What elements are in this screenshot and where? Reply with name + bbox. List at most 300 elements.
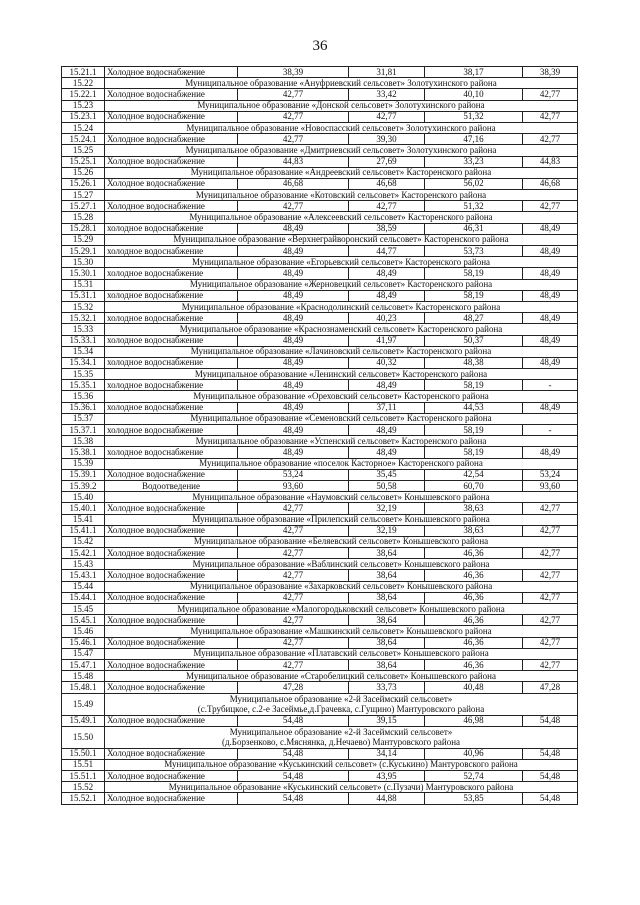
tariff-value: 48,49 bbox=[238, 402, 349, 413]
table-row bbox=[62, 715, 578, 726]
tariff-value: 50,37 bbox=[425, 335, 523, 346]
tariff-value: 54,48 bbox=[238, 771, 349, 782]
tariff-value: 35,45 bbox=[349, 469, 425, 480]
tariff-value: 48,49 bbox=[238, 246, 349, 257]
tariff-value: 54,48 bbox=[238, 715, 349, 726]
row-number: 15.27.1 bbox=[62, 201, 105, 212]
tariff-value: 48,49 bbox=[523, 223, 578, 234]
tariff-value: 46,36 bbox=[425, 659, 523, 670]
tariff-value: 44,53 bbox=[425, 402, 523, 413]
tariff-value: 48,49 bbox=[349, 380, 425, 391]
tariff-table bbox=[61, 66, 578, 805]
tariff-value: 93,60 bbox=[238, 480, 349, 491]
tariff-value: 40,48 bbox=[425, 682, 523, 693]
municipality-heading: Муниципальное образование «Успенский сельсовет» Касторенского района bbox=[105, 436, 578, 447]
service-name: Холодное водоснабжение bbox=[105, 469, 238, 480]
municipality-heading: Муниципальное образование «Ленинский сельсовет» Касторенского района bbox=[105, 369, 578, 380]
municipality-heading: Муниципальное образование «поселок Касторное» Касторенского района bbox=[105, 458, 578, 469]
row-number: 15.45 bbox=[62, 604, 105, 615]
tariff-value: 33,42 bbox=[349, 89, 425, 100]
row-number: 15.36 bbox=[62, 391, 105, 402]
row-number: 15.45.1 bbox=[62, 615, 105, 626]
row-number: 15.23.1 bbox=[62, 111, 105, 122]
tariff-value: 32,19 bbox=[349, 525, 425, 536]
row-number: 15.49 bbox=[62, 693, 105, 715]
section-header-row bbox=[62, 212, 578, 223]
tariff-value: 54,48 bbox=[238, 793, 349, 804]
tariff-value: 44,83 bbox=[523, 156, 578, 167]
tariff-value: 44,77 bbox=[349, 246, 425, 257]
municipality-heading: Муниципальное образование «Наумовский сельсовет» Конышевского района bbox=[105, 492, 578, 503]
section-header-row bbox=[62, 671, 578, 682]
section-header-row bbox=[62, 234, 578, 245]
tariff-value: 54,48 bbox=[523, 793, 578, 804]
tariff-value: 42,54 bbox=[425, 469, 523, 480]
row-number: 15.40.1 bbox=[62, 503, 105, 514]
row-number: 15.25 bbox=[62, 145, 105, 156]
municipality-heading: Муниципальное образование «Донской сельсовет» Золотухинского района bbox=[105, 100, 578, 111]
tariff-value: 42,77 bbox=[523, 134, 578, 145]
service-name: Холодное водоснабжение bbox=[105, 682, 238, 693]
section-header-row bbox=[62, 436, 578, 447]
municipality-heading: Муниципальное образование «Куськинский сельсовет» (с.Пузачи) Мантуровского района bbox=[105, 782, 578, 793]
tariff-value: 42,77 bbox=[523, 525, 578, 536]
municipality-heading: Муниципальное образование «Прилепский сельсовет» Конышевского района bbox=[105, 514, 578, 525]
service-name: Холодное водоснабжение bbox=[105, 615, 238, 626]
service-name: Холодное водоснабжение bbox=[105, 89, 238, 100]
table-row bbox=[62, 402, 578, 413]
municipality-heading-line: Муниципальное образование «2-й Засеймский сельсовет» bbox=[229, 727, 453, 738]
row-number: 15.39.2 bbox=[62, 480, 105, 491]
tariff-value: 42,77 bbox=[238, 570, 349, 581]
tariff-value: 60,70 bbox=[425, 480, 523, 491]
tariff-value: 46,68 bbox=[523, 178, 578, 189]
service-name: Холодное водоснабжение bbox=[105, 111, 238, 122]
tariff-value: 46,31 bbox=[425, 223, 523, 234]
tariff-value: 48,49 bbox=[238, 425, 349, 436]
tariff-value: 31,81 bbox=[349, 67, 425, 78]
tariff-value: 58,19 bbox=[425, 290, 523, 301]
row-number: 15.26 bbox=[62, 167, 105, 178]
municipality-heading: Муниципальное образование «Малогородьковский сельсовет» Конышевского района bbox=[105, 604, 578, 615]
tariff-value: 27,69 bbox=[349, 156, 425, 167]
municipality-heading: Муниципальное образование «Машкинский сельсовет» Конышевского района bbox=[105, 626, 578, 637]
section-header-row bbox=[62, 693, 578, 715]
tariff-value: 47,28 bbox=[523, 682, 578, 693]
tariff-value: 42,77 bbox=[523, 637, 578, 648]
row-number: 15.38 bbox=[62, 436, 105, 447]
tariff-value: 51,32 bbox=[425, 111, 523, 122]
row-number: 15.32 bbox=[62, 301, 105, 312]
municipality-heading: Муниципальное образование «Ануфриевский сельсовет» Золотухинского района bbox=[105, 78, 578, 89]
service-name: холодное водоснабжение bbox=[105, 268, 238, 279]
section-header-row bbox=[62, 122, 578, 133]
municipality-heading: Муниципальное образование «Ваблинский сельсовет» Конышевского района bbox=[105, 559, 578, 570]
municipality-heading: Муниципальное образование «Дмитриевский сельсовет» Золотухинского района bbox=[105, 145, 578, 156]
service-name: холодное водоснабжение bbox=[105, 447, 238, 458]
tariff-value: - bbox=[523, 380, 578, 391]
tariff-value: 48,49 bbox=[523, 313, 578, 324]
tariff-value: 42,77 bbox=[238, 89, 349, 100]
tariff-value: 48,49 bbox=[523, 357, 578, 368]
tariff-value: 54,48 bbox=[523, 715, 578, 726]
row-number: 15.31.1 bbox=[62, 290, 105, 301]
tariff-value: 34,14 bbox=[349, 748, 425, 759]
tariff-value: 32,19 bbox=[349, 503, 425, 514]
tariff-value: 42,77 bbox=[238, 525, 349, 536]
row-number: 15.43 bbox=[62, 559, 105, 570]
service-name: Холодное водоснабжение bbox=[105, 548, 238, 559]
tariff-value: 42,77 bbox=[238, 111, 349, 122]
tariff-value: 51,32 bbox=[425, 201, 523, 212]
row-number: 15.38.1 bbox=[62, 447, 105, 458]
tariff-value: 48,49 bbox=[523, 335, 578, 346]
row-number: 15.41 bbox=[62, 514, 105, 525]
tariff-value: 43,95 bbox=[349, 771, 425, 782]
tariff-value: 38,64 bbox=[349, 548, 425, 559]
table-row bbox=[62, 380, 578, 391]
municipality-heading: Муниципальное образование «Беляевский сельсовет» Конышевского района bbox=[105, 536, 578, 547]
tariff-value: 50,58 bbox=[349, 480, 425, 491]
section-header-row bbox=[62, 604, 578, 615]
section-header-row bbox=[62, 559, 578, 570]
row-number: 15.50 bbox=[62, 726, 105, 748]
tariff-value: 47,28 bbox=[238, 682, 349, 693]
municipality-heading: Муниципальное образование «Андреевский сельсовет» Касторенского района bbox=[105, 167, 578, 178]
tariff-value: 48,49 bbox=[349, 425, 425, 436]
municipality-heading: Муниципальное образование «Куськинский сельсовет» (с.Куськино) Мантуровского района bbox=[105, 759, 578, 770]
row-number: 15.39 bbox=[62, 458, 105, 469]
municipality-heading: Муниципальное образование «Семеновский сельсовет» Касторенского района bbox=[105, 413, 578, 424]
table-row bbox=[62, 793, 578, 804]
service-name: Холодное водоснабжение bbox=[105, 771, 238, 782]
section-header-row bbox=[62, 726, 578, 748]
tariff-value: 52,74 bbox=[425, 771, 523, 782]
tariff-value: 38,64 bbox=[349, 659, 425, 670]
row-number: 15.37 bbox=[62, 413, 105, 424]
row-number: 15.51.1 bbox=[62, 771, 105, 782]
table-row bbox=[62, 682, 578, 693]
row-number: 15.46.1 bbox=[62, 637, 105, 648]
row-number: 15.49.1 bbox=[62, 715, 105, 726]
row-number: 15.25.1 bbox=[62, 156, 105, 167]
table-row bbox=[62, 592, 578, 603]
table-row bbox=[62, 771, 578, 782]
tariff-value: 42,77 bbox=[349, 111, 425, 122]
service-name: Холодное водоснабжение bbox=[105, 134, 238, 145]
municipality-heading: Муниципальное образование «Егорьевский сельсовет» Касторенского района bbox=[105, 257, 578, 268]
tariff-value: 39,15 bbox=[349, 715, 425, 726]
tariff-value: 48,49 bbox=[238, 447, 349, 458]
service-name: Холодное водоснабжение bbox=[105, 793, 238, 804]
table-row bbox=[62, 89, 578, 100]
section-header-row bbox=[62, 301, 578, 312]
row-number: 15.52.1 bbox=[62, 793, 105, 804]
section-header-row bbox=[62, 759, 578, 770]
table-row bbox=[62, 290, 578, 301]
row-number: 15.47.1 bbox=[62, 659, 105, 670]
tariff-value: 42,77 bbox=[523, 201, 578, 212]
table-row bbox=[62, 223, 578, 234]
section-header-row bbox=[62, 514, 578, 525]
tariff-value: 42,77 bbox=[349, 201, 425, 212]
row-number: 15.44 bbox=[62, 581, 105, 592]
service-name: Холодное водоснабжение bbox=[105, 503, 238, 514]
row-number: 15.46 bbox=[62, 626, 105, 637]
tariff-value: 42,77 bbox=[523, 570, 578, 581]
tariff-value: 33,73 bbox=[349, 682, 425, 693]
tariff-value: 42,77 bbox=[523, 111, 578, 122]
tariff-value: 42,77 bbox=[523, 503, 578, 514]
tariff-value: 48,49 bbox=[238, 357, 349, 368]
section-header-row bbox=[62, 581, 578, 592]
tariff-value: 42,77 bbox=[523, 615, 578, 626]
tariff-value: 48,49 bbox=[238, 290, 349, 301]
tariff-value: 42,77 bbox=[238, 201, 349, 212]
tariff-value: 48,49 bbox=[349, 447, 425, 458]
row-number: 15.29.1 bbox=[62, 246, 105, 257]
table-row bbox=[62, 268, 578, 279]
tariff-value: 42,77 bbox=[238, 615, 349, 626]
municipality-heading-line: Муниципальное образование «2-й Засеймский сельсовет» bbox=[229, 694, 453, 704]
row-number: 15.50.1 bbox=[62, 748, 105, 759]
tariff-value: 40,32 bbox=[349, 357, 425, 368]
municipality-heading: Муниципальное образование «Алексеевский сельсовет» Касторенского района bbox=[105, 212, 578, 223]
row-number: 15.34.1 bbox=[62, 357, 105, 368]
service-name: Холодное водоснабжение bbox=[105, 570, 238, 581]
section-header-row bbox=[62, 626, 578, 637]
section-header-row bbox=[62, 190, 578, 201]
tariff-value: 46,36 bbox=[425, 615, 523, 626]
tariff-value: 38,63 bbox=[425, 525, 523, 536]
tariff-value: 53,73 bbox=[425, 246, 523, 257]
tariff-value: 53,85 bbox=[425, 793, 523, 804]
row-number: 15.33.1 bbox=[62, 335, 105, 346]
service-name: Холодное водоснабжение bbox=[105, 748, 238, 759]
tariff-value: 46,68 bbox=[238, 178, 349, 189]
tariff-value: 48,38 bbox=[425, 357, 523, 368]
table-row bbox=[62, 134, 578, 145]
municipality-heading-line: (с.Трубицкое, с.2-е Засеймье,д.Грачевка, с.Гущино) Мантуровского района bbox=[197, 704, 485, 714]
service-name: холодное водоснабжение bbox=[105, 223, 238, 234]
table-row bbox=[62, 357, 578, 368]
row-number: 15.30.1 bbox=[62, 268, 105, 279]
section-header-row bbox=[62, 492, 578, 503]
tariff-value: 46,98 bbox=[425, 715, 523, 726]
service-name: Холодное водоснабжение bbox=[105, 67, 238, 78]
row-number: 15.26.1 bbox=[62, 178, 105, 189]
row-number: 15.28 bbox=[62, 212, 105, 223]
service-name: Холодное водоснабжение bbox=[105, 201, 238, 212]
row-number: 15.51 bbox=[62, 759, 105, 770]
table-row bbox=[62, 570, 578, 581]
table-row bbox=[62, 637, 578, 648]
table-row bbox=[62, 111, 578, 122]
section-header-row bbox=[62, 279, 578, 290]
tariff-value: 42,77 bbox=[238, 134, 349, 145]
tariff-value: 38,64 bbox=[349, 592, 425, 603]
row-number: 15.47 bbox=[62, 648, 105, 659]
tariff-value: 56,02 bbox=[425, 178, 523, 189]
municipality-heading: Муниципальное образование «Жерновецкий сельсовет» Касторенского района bbox=[105, 279, 578, 290]
service-name: холодное водоснабжение bbox=[105, 357, 238, 368]
row-number: 15.41.1 bbox=[62, 525, 105, 536]
row-number: 15.48 bbox=[62, 671, 105, 682]
table-row bbox=[62, 615, 578, 626]
municipality-heading bbox=[105, 726, 578, 748]
tariff-value: 42,77 bbox=[238, 637, 349, 648]
service-name: Холодное водоснабжение bbox=[105, 156, 238, 167]
tariff-value: 41,97 bbox=[349, 335, 425, 346]
tariff-value: 48,49 bbox=[349, 290, 425, 301]
section-header-row bbox=[62, 100, 578, 111]
row-number: 15.33 bbox=[62, 324, 105, 335]
row-number: 15.35 bbox=[62, 369, 105, 380]
row-number: 15.37.1 bbox=[62, 425, 105, 436]
tariff-value: 38,39 bbox=[523, 67, 578, 78]
tariff-value: 48,49 bbox=[349, 268, 425, 279]
table-row bbox=[62, 748, 578, 759]
tariff-value: 53,24 bbox=[523, 469, 578, 480]
municipality-heading: Муниципальное образование «Лачиновский сельсовет» Касторенского района bbox=[105, 346, 578, 357]
tariff-value: 42,77 bbox=[238, 548, 349, 559]
table-row bbox=[62, 313, 578, 324]
tariff-value: 42,77 bbox=[238, 503, 349, 514]
table-row bbox=[62, 447, 578, 458]
row-number: 15.24.1 bbox=[62, 134, 105, 145]
row-number: 15.34 bbox=[62, 346, 105, 357]
service-name: Холодное водоснабжение bbox=[105, 715, 238, 726]
section-header-row bbox=[62, 145, 578, 156]
municipality-heading: Муниципальное образование «Краснознаменский сельсовет» Касторенского района bbox=[105, 324, 578, 335]
table-row bbox=[62, 425, 578, 436]
tariff-value: 48,49 bbox=[523, 246, 578, 257]
row-number: 15.22.1 bbox=[62, 89, 105, 100]
tariff-value: 48,49 bbox=[238, 335, 349, 346]
tariff-value: 38,39 bbox=[238, 67, 349, 78]
tariff-value: 38,59 bbox=[349, 223, 425, 234]
row-number: 15.44.1 bbox=[62, 592, 105, 603]
section-header-row bbox=[62, 369, 578, 380]
tariff-value: 58,19 bbox=[425, 425, 523, 436]
tariff-value: 58,19 bbox=[425, 380, 523, 391]
tariff-value: 48,49 bbox=[238, 223, 349, 234]
tariff-value: 54,48 bbox=[523, 748, 578, 759]
section-header-row bbox=[62, 78, 578, 89]
section-header-row bbox=[62, 346, 578, 357]
table-row bbox=[62, 503, 578, 514]
row-number: 15.40 bbox=[62, 492, 105, 503]
service-name: холодное водоснабжение bbox=[105, 335, 238, 346]
table-row bbox=[62, 201, 578, 212]
service-name: Холодное водоснабжение bbox=[105, 178, 238, 189]
tariff-value: - bbox=[523, 425, 578, 436]
tariff-value: 46,36 bbox=[425, 548, 523, 559]
tariff-value: 39,30 bbox=[349, 134, 425, 145]
service-name: холодное водоснабжение bbox=[105, 380, 238, 391]
table-row bbox=[62, 525, 578, 536]
row-number: 15.29 bbox=[62, 234, 105, 245]
section-header-row bbox=[62, 167, 578, 178]
tariff-value: 42,77 bbox=[523, 659, 578, 670]
row-number: 15.52 bbox=[62, 782, 105, 793]
section-header-row bbox=[62, 324, 578, 335]
service-name: Холодное водоснабжение bbox=[105, 637, 238, 648]
tariff-value: 48,49 bbox=[238, 380, 349, 391]
municipality-heading: Муниципальное образование «Захарковский сельсовет» Конышевского района bbox=[105, 581, 578, 592]
section-header-row bbox=[62, 413, 578, 424]
service-name: холодное водоснабжение bbox=[105, 246, 238, 257]
service-name: холодное водоснабжение bbox=[105, 402, 238, 413]
tariff-value: 44,83 bbox=[238, 156, 349, 167]
municipality-heading: Муниципальное образование «Платавский сельсовет» Конышевского района bbox=[105, 648, 578, 659]
row-number: 15.39.1 bbox=[62, 469, 105, 480]
tariff-value: 54,48 bbox=[523, 771, 578, 782]
table-row bbox=[62, 659, 578, 670]
tariff-value: 38,17 bbox=[425, 67, 523, 78]
row-number: 15.27 bbox=[62, 190, 105, 201]
service-name: Водоотведение bbox=[105, 480, 238, 491]
section-header-row bbox=[62, 391, 578, 402]
row-number: 15.35.1 bbox=[62, 380, 105, 391]
tariff-value: 44,88 bbox=[349, 793, 425, 804]
tariff-value: 48,49 bbox=[523, 402, 578, 413]
table-row bbox=[62, 156, 578, 167]
service-name: холодное водоснабжение bbox=[105, 290, 238, 301]
service-name: холодное водоснабжение bbox=[105, 425, 238, 436]
tariff-value: 33,23 bbox=[425, 156, 523, 167]
service-name: Холодное водоснабжение bbox=[105, 659, 238, 670]
tariff-value: 93,60 bbox=[523, 480, 578, 491]
tariff-value: 58,19 bbox=[425, 268, 523, 279]
tariff-value: 58,19 bbox=[425, 447, 523, 458]
tariff-value: 46,36 bbox=[425, 570, 523, 581]
tariff-value: 42,77 bbox=[523, 592, 578, 603]
row-number: 15.28.1 bbox=[62, 223, 105, 234]
table-row bbox=[62, 178, 578, 189]
tariff-value: 40,10 bbox=[425, 89, 523, 100]
municipality-heading: Муниципальное образование «Новоспасский сельсовет» Золотухинского района bbox=[105, 122, 578, 133]
tariff-value: 38,64 bbox=[349, 570, 425, 581]
tariff-value: 42,77 bbox=[238, 659, 349, 670]
row-number: 15.42.1 bbox=[62, 548, 105, 559]
section-header-row bbox=[62, 536, 578, 547]
municipality-heading: Муниципальное образование «Верхнеграйворонский сельсовет» Касторенского района bbox=[105, 234, 578, 245]
service-name: Холодное водоснабжение bbox=[105, 592, 238, 603]
tariff-value: 48,49 bbox=[238, 313, 349, 324]
table-row bbox=[62, 480, 578, 491]
municipality-heading bbox=[105, 693, 578, 715]
tariff-value: 42,77 bbox=[238, 592, 349, 603]
row-number: 15.30 bbox=[62, 257, 105, 268]
tariff-value: 48,49 bbox=[238, 268, 349, 279]
municipality-heading: Муниципальное образование «Старобелицкий сельсовет» Конышевского района bbox=[105, 671, 578, 682]
row-number: 15.42 bbox=[62, 536, 105, 547]
row-number: 15.36.1 bbox=[62, 402, 105, 413]
row-number: 15.24 bbox=[62, 122, 105, 133]
tariff-value: 46,68 bbox=[349, 178, 425, 189]
table-row bbox=[62, 469, 578, 480]
tariff-value: 48,49 bbox=[523, 290, 578, 301]
tariff-value: 38,64 bbox=[349, 615, 425, 626]
tariff-value: 40,23 bbox=[349, 313, 425, 324]
row-number: 15.21.1 bbox=[62, 67, 105, 78]
municipality-heading: Муниципальное образование «Котовский сельсовет» Касторенского района bbox=[105, 190, 578, 201]
tariff-value: 38,63 bbox=[425, 503, 523, 514]
tariff-value: 42,77 bbox=[523, 89, 578, 100]
tariff-value: 46,36 bbox=[425, 637, 523, 648]
section-header-row bbox=[62, 648, 578, 659]
